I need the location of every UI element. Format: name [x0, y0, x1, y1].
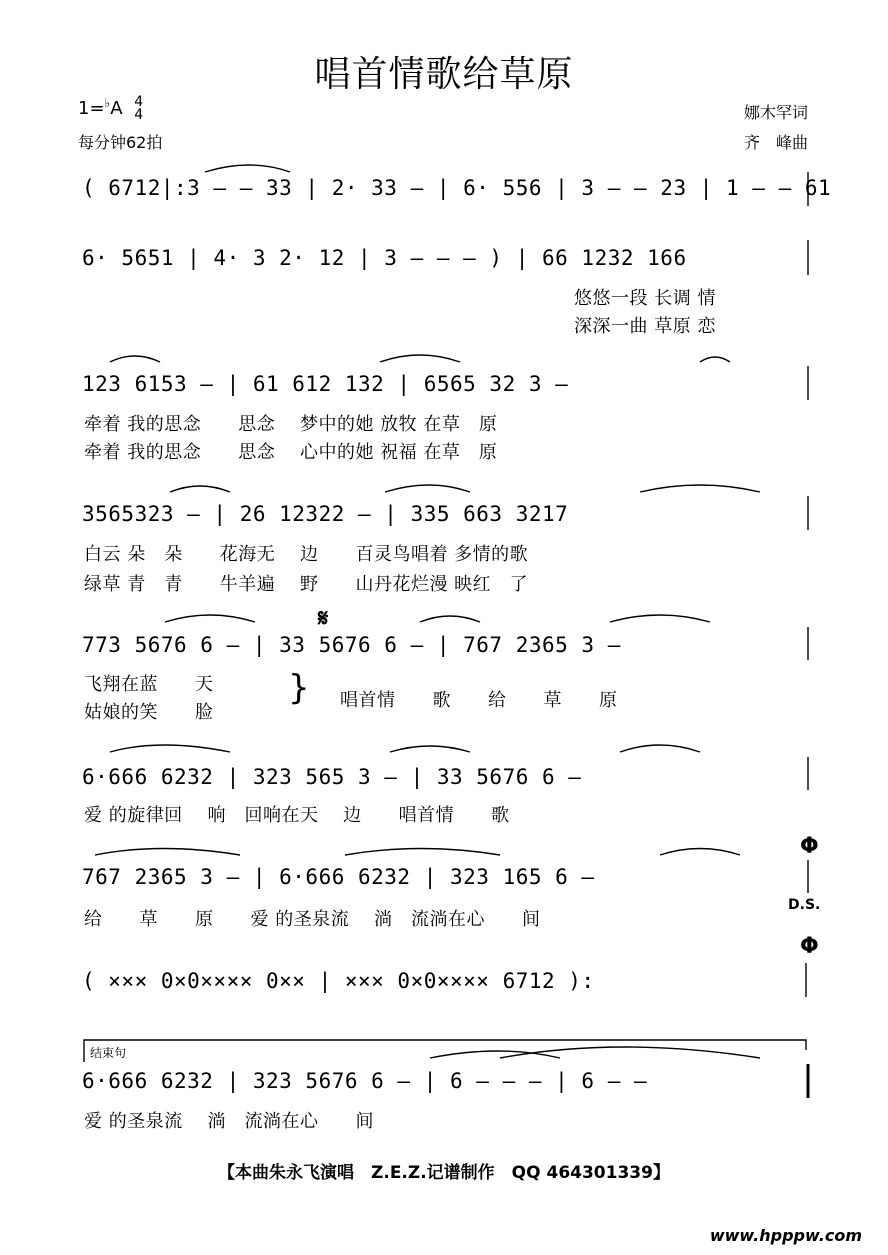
notation-line-7: 767 2365 3 — | 6·666 6232 | 323 165 6 — [82, 865, 595, 889]
ds-marking: D.S. [788, 897, 821, 913]
coda-sign-2: Φ [800, 934, 819, 959]
segno-sign: 𝄋 [318, 604, 329, 632]
notation-line-2: 6· 5651 | 4· 3 2· 12 | 3 — — — ) | 66 1232 166 [82, 246, 687, 270]
lyric-5: 爱 的旋律回 响 回响在天 边 唱首情 歌 [84, 805, 510, 826]
website-watermark: www.hpppw.com [709, 1226, 862, 1245]
key-note: A [110, 98, 123, 119]
lyric-1b: 深深一曲 草原 恋 [574, 316, 716, 337]
notation-line-1: ( 6712|:3 — — 33 | 2· 33 — | 6· 556 | 3 — — 23 | 1 — — 61 [82, 176, 832, 200]
time-top: 4 [134, 94, 144, 110]
brace: } [288, 668, 310, 708]
song-title: 唱首情歌给草原 [314, 54, 574, 95]
notation-line-5: 773 5676 6 — | 33 5676 6 — | 767 2365 3 — [82, 633, 621, 657]
lyric-3b: 绿草 青 青 牛羊遍 野 山丹花烂漫 映红 了 [84, 574, 529, 595]
lyric-2b: 牵着 我的思念 思念 心中的她 祝福 在草 原 [84, 442, 498, 463]
coda-sign-1: Φ [800, 834, 819, 859]
notation-line-9: 6·666 6232 | 323 5676 6 — | 6 — — — | 6 — — [82, 1069, 648, 1093]
notation-line-8: ( ××× 0×0×××× 0×× | ××× 0×0×××× 6712 ): [82, 969, 595, 993]
notation-line-4: 3565323 — | 26 12322 — | 335 663 3217 [82, 502, 569, 526]
lyric-6: 给 草 原 爱 的圣泉流 淌 流淌在心 间 [84, 909, 541, 930]
lyric-1a: 悠悠一段 长调 情 [574, 288, 716, 309]
lyricist-credit: 娜木罕词 [743, 103, 808, 122]
time-bottom: 4 [134, 107, 144, 123]
lyric-2a: 牵着 我的思念 思念 梦中的她 放牧 在草 原 [84, 414, 498, 435]
lyric-4b: 姑娘的笑 脸 [84, 702, 214, 723]
notation-line-3: 123 6153 — | 61 612 132 | 6565 32 3 — [82, 372, 569, 396]
lyric-4a: 飞翔在蓝 天 [84, 674, 214, 695]
tempo-marking: 每分钟62拍 [78, 133, 163, 152]
footer-credit: 【本曲朱永飞演唱 Z.E.Z.记谱制作 QQ 464301339】 [218, 1163, 670, 1183]
notation-line-6: 6·666 6232 | 323 565 3 — | 33 5676 6 — [82, 765, 582, 789]
lyric-4c: 唱首情 歌 给 草 原 [340, 690, 618, 711]
lyric-7: 爱 的圣泉流 淌 流淌在心 间 [84, 1111, 374, 1132]
flat-sign: ♭ [104, 96, 111, 110]
composer-credit: 齐 峰曲 [743, 133, 808, 152]
ending-label: 结束句 [90, 1046, 127, 1060]
key-prefix: 1= [78, 98, 105, 119]
lyric-3a: 白云 朵 朵 花海无 边 百灵鸟唱着 多情的歌 [84, 544, 529, 565]
